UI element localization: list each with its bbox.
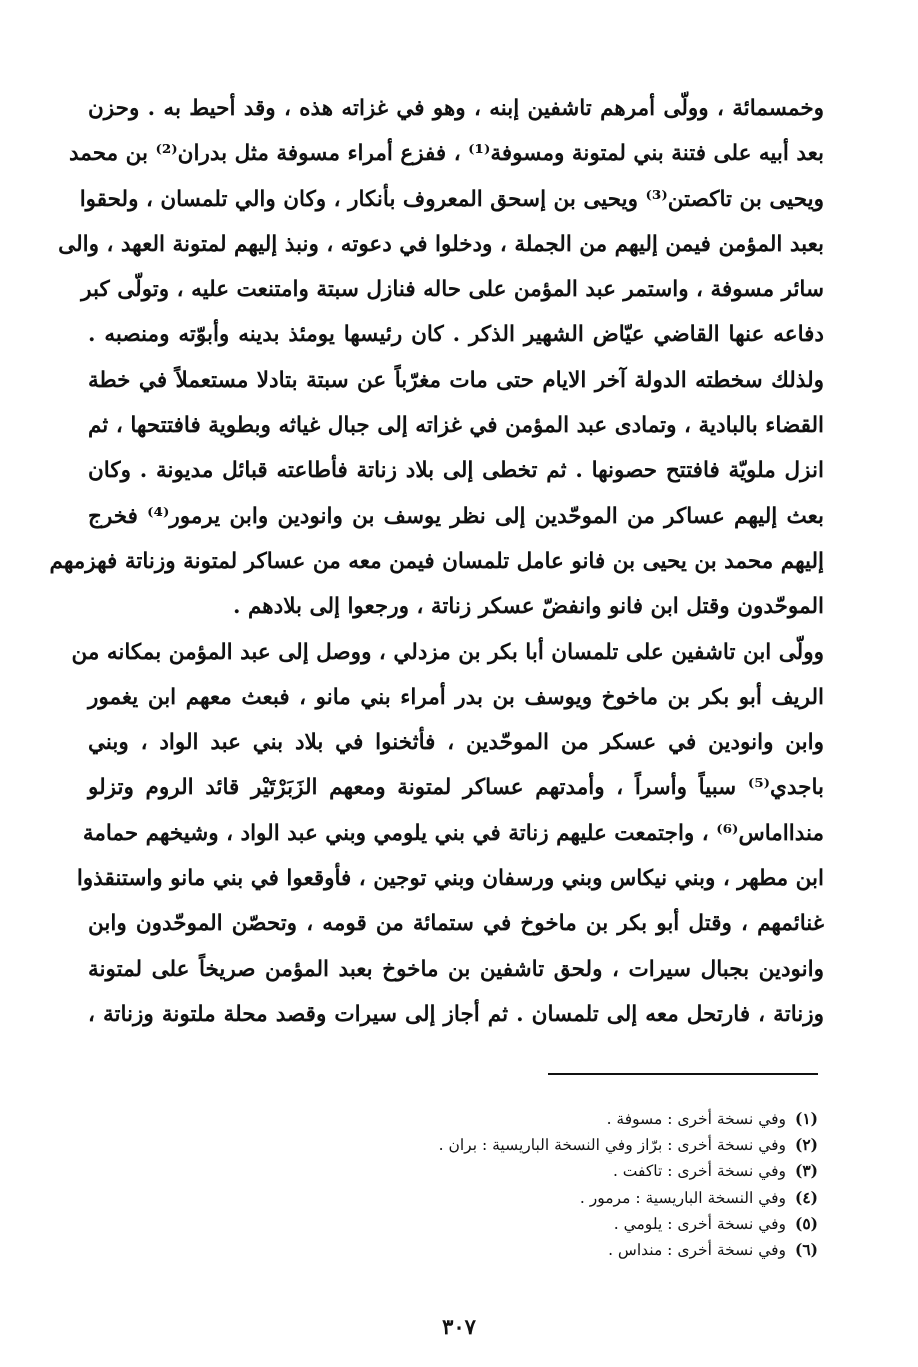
footnote-number: (٢) xyxy=(794,1135,818,1155)
footnote-text: وفي نسخة أخرى : برّاز وفي النسخة الباريسية : بران . xyxy=(438,1136,787,1155)
text-line: باجدي⁽⁵⁾ سبياً وأسراً ، وأمدتهم عساكر لمتونة ومعهم الزَبَرْتَيْر قائد الروم وتزلو xyxy=(88,775,824,801)
footnote-text: وفي نسخة أخرى : تاكفت . xyxy=(612,1162,787,1181)
footnote xyxy=(300,1237,818,1263)
footnote xyxy=(300,1106,818,1132)
text-line: ولذلك سخطته الدولة آخر الايام حتى مات مغرّباً عن سبتة بتادلا مستعملاً في خطة xyxy=(88,367,824,393)
footnote-text: وفي نسخة أخرى : يلومي . xyxy=(613,1214,787,1233)
footnote-number: (٣) xyxy=(794,1161,818,1181)
footnote xyxy=(300,1211,818,1237)
footnote-text: وفي نسخة أخرى : مسوفة . xyxy=(606,1110,787,1128)
text-line: دفاعه عنها القاضي عيّاض الشهير الذكر . كان رئيسها يومئذ بدينه وأبوّته ومنصبه . xyxy=(88,322,824,348)
text-line: وولّى ابن تاشفين على تلمسان أبا بكر بن مزدلي ، ووصل إلى عبد المؤمن بمكانه من xyxy=(71,639,824,665)
text-line: الموحّدون وقتل ابن فانو وانفضّ عسكر زناتة ، ورجعوا إلى بلادهم . xyxy=(233,594,824,620)
text-line: سائر مسوفة ، واستمر عبد المؤمن على حاله فنازل سبتة وامتنعت عليه ، وتولّى كبر xyxy=(81,277,824,303)
text-line: انزل ملويّة فافتتح حصونها . ثم تخطى إلى بلاد زناتة فأطاعته قبائل مديونة . وكان xyxy=(88,458,824,484)
footnote xyxy=(300,1185,818,1211)
text-line: القضاء بالبادية ، وتمادى عبد المؤمن في غزاته إلى جبال غياثه وبطوية فافتتحها ، ثم xyxy=(88,413,824,439)
text-line: بعبد المؤمن فيمن إليهم من الجملة ، ودخلوا في دعوته ، ونبذ إليهم لمتونة العهد ، والى xyxy=(58,231,824,257)
footnote-number: (٥) xyxy=(794,1213,818,1233)
text-line: وانودين بجبال سيرات ، ولحق تاشفين بن ماخوخ بعبد المؤمن صريخاً على لمتونة xyxy=(88,956,824,982)
text-line: ابن مطهر ، وبني نيكاس وبني ورسفان وبني توجين ، فأوقعوا في بني مانو واستنقذوا xyxy=(76,866,824,892)
footnote-number: (٤) xyxy=(794,1187,818,1207)
footnote xyxy=(300,1132,818,1158)
page-number: ٣٠٧ xyxy=(442,1314,476,1339)
text-line: بعد أبيه على فتنة بني لمتونة ومسوفة⁽¹⁾ ، ففزع أمراء مسوفة مثل بدران⁽²⁾ بن محمد xyxy=(69,141,824,167)
text-line: بعث إليهم عساكر من الموحّدين إلى نظر يوسف بن وانودين وابن يرمور⁽⁴⁾ فخرج xyxy=(88,503,824,529)
text-line: وزناتة ، فارتحل معه إلى تلمسان . ثم أجاز إلى سيرات وقصد محلة ملتونة وزناتة ، xyxy=(88,1001,824,1027)
footnote-divider xyxy=(548,1073,818,1075)
text-line: إليهم محمد بن يحيى بن فانو عامل تلمسان فيمن معه من عساكر لمتونة وزناتة فهزمهم xyxy=(49,548,824,574)
text-line: مندااماس⁽⁶⁾ ، واجتمعت عليهم زناتة في بني يلومي وبني عبد الواد ، وشيخهم حمامة xyxy=(82,820,824,846)
text-line: الريف أبو بكر بن ماخوخ ويوسف بن بدر أمراء بني مانو ، فبعث معهم ابن يغمور xyxy=(88,684,824,710)
text-line: غنائمهم ، وقتل أبو بكر بن ماخوخ في ستمائة من قومه ، وتحصّن الموحّدون وابن xyxy=(88,911,824,937)
footnote xyxy=(300,1158,818,1184)
footnote-number: (٦) xyxy=(794,1239,818,1259)
footnotes xyxy=(300,1106,818,1263)
text-line: وخمسمائة ، وولّى أمرهم تاشفين إبنه ، وهو في غزاته هذه ، وقد أحيط به . وحزن xyxy=(88,96,824,121)
text-line: وابن وانودين في عسكر من الموحّدين ، فأثخنوا في بلاد بني عبد الواد ، وبني xyxy=(88,730,824,756)
footnote-text: وفي نسخة أخرى : منداس . xyxy=(608,1240,787,1259)
text-line: ويحيى بن تاكصتن⁽³⁾ ويحيى بن إسحق المعروف بأنكار ، وكان والي تلمسان ، ولحقوا xyxy=(79,186,824,212)
main-text xyxy=(49,86,824,1037)
footnote-number: (١) xyxy=(794,1109,818,1128)
footnote-text: وفي النسخة الباريسية : مرمور . xyxy=(579,1188,787,1207)
